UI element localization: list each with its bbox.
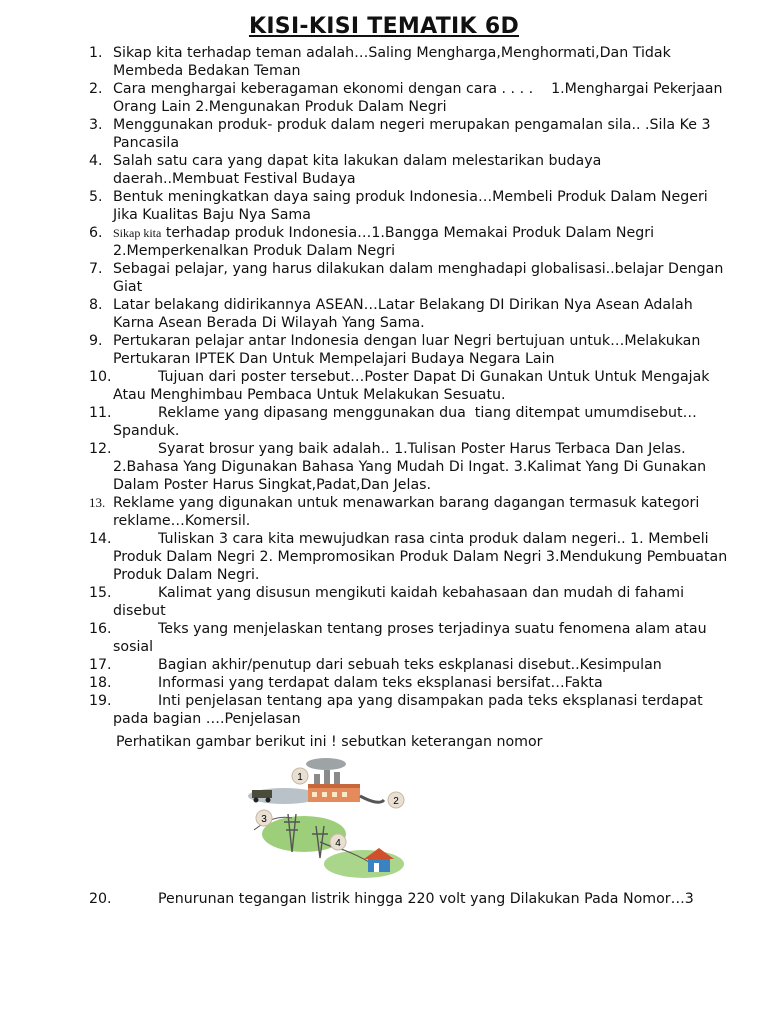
list-item bbox=[89, 332, 729, 368]
list-item bbox=[89, 224, 729, 260]
item-text: Cara menghargai keberagaman ekonomi dengan cara . . . . 1.Menghargai Pekerjaan Orang Lain 2.Mengunakan Produk Dalam Negri bbox=[113, 81, 727, 115]
figure-instruction: Perhatikan gambar berikut ini ! sebutkan keterangan nomor bbox=[116, 734, 543, 750]
item-number: 19. bbox=[89, 693, 112, 709]
list-item bbox=[89, 494, 729, 530]
item-number: 18. bbox=[89, 675, 112, 691]
list-item bbox=[89, 116, 729, 152]
list-item bbox=[89, 584, 729, 620]
item-number: 9. bbox=[89, 333, 103, 349]
list-item bbox=[89, 674, 729, 692]
list-item bbox=[89, 152, 729, 188]
item-text-small: Sikap kita bbox=[113, 226, 162, 240]
item-number: 15. bbox=[89, 585, 112, 601]
item-text: Salah satu cara yang dapat kita lakukan dalam melestarikan budaya daerah..Membuat Festival Budaya bbox=[113, 153, 602, 187]
item-number: 2. bbox=[89, 81, 103, 97]
item-text: Tujuan dari poster tersebut…Poster Dapat Di Gunakan Untuk Untuk Mengajak Atau Menghimbau Pembaca Untuk Melakukan Sesuatu. bbox=[113, 369, 710, 403]
item-number: 12. bbox=[89, 441, 112, 457]
item-text: Tuliskan 3 cara kita mewujudkan rasa cinta produk dalam negeri.. 1. Membeli Produk Dalam Negri 2. Mempromosikan Produk Dalam Negri 3.Mendukung Pembuatan Produk Dalam Negri. bbox=[113, 531, 728, 583]
list-item bbox=[89, 404, 729, 440]
list-item bbox=[89, 692, 729, 728]
item-number: 20. bbox=[89, 891, 112, 907]
list-item bbox=[89, 80, 729, 116]
item-text: Reklame yang digunakan untuk menawarkan barang dagangan termasuk kategori reklame…Komersil. bbox=[113, 495, 700, 529]
item-number: 11. bbox=[89, 405, 112, 421]
label-2 bbox=[388, 792, 404, 808]
list-item bbox=[89, 440, 729, 494]
item-number: 1. bbox=[89, 45, 103, 61]
document-title: KISI-KISI TEMATIK 6D bbox=[248, 14, 520, 39]
item-number: 4. bbox=[89, 153, 103, 169]
item-text: Sebagai pelajar, yang harus dilakukan dalam menghadapi globalisasi..belajar Dengan Giat bbox=[113, 261, 724, 295]
item-text: Bentuk meningkatkan daya saing produk Indonesia…Membeli Produk Dalam Negeri Jika Kualitas Baju Nya Sama bbox=[113, 189, 708, 223]
label-3 bbox=[256, 810, 272, 826]
item-number: 5. bbox=[89, 189, 103, 205]
list-item bbox=[89, 530, 729, 584]
coal-cart bbox=[252, 790, 272, 798]
list-item bbox=[89, 656, 729, 674]
item-text: Latar belakang didirikannya ASEAN…Latar Belakang DI Dirikan Nya Asean Adalah Karna Asean Berada Di Wilayah Yang Sama. bbox=[113, 297, 693, 331]
item-text: Menggunakan produk- produk dalam negeri merupakan pengamalan sila.. .Sila Ke 3 Pancasila bbox=[113, 117, 711, 151]
item-text: terhadap produk Indonesia…1.Bangga Memakai Produk Dalam Negri 2.Memperkenalkan Produk Dalam Negri bbox=[113, 225, 655, 259]
item-text: Pertukaran pelajar antar Indonesia dengan luar Negri bertujuan untuk…Melakukan Pertukaran IPTEK Dan Untuk Mempelajari Budaya Negara Lain bbox=[113, 333, 701, 367]
item-number: 16. bbox=[89, 621, 112, 637]
svg-text:4: 4 bbox=[335, 838, 341, 849]
item-number: 6. bbox=[89, 225, 103, 241]
item-text: Informasi yang terdapat dalam teks eksplanasi bersifat…Fakta bbox=[158, 675, 603, 691]
list-item bbox=[89, 368, 729, 404]
item-number: 8. bbox=[89, 297, 103, 313]
list-item bbox=[89, 44, 729, 80]
question-list bbox=[89, 44, 729, 728]
list-item bbox=[89, 890, 729, 908]
list-item bbox=[89, 260, 729, 296]
item-text: Syarat brosur yang baik adalah.. 1.Tulisan Poster Harus Terbaca Dan Jelas. 2.Bahasa Yang Digunakan Bahasa Yang Mudah Di Ingat. 3.Kalimat Yang Di Gunakan Dalam Poster Harus Singkat,Padat,Dan Jelas. bbox=[113, 441, 707, 493]
item-number: 7. bbox=[89, 261, 103, 277]
svg-text:1: 1 bbox=[297, 772, 303, 783]
power-plant bbox=[306, 758, 360, 802]
item-text: Kalimat yang disusun mengikuti kaidah kebahasaan dan mudah di fahami disebut bbox=[113, 585, 685, 619]
item-text: Penurunan tegangan listrik hingga 220 volt yang Dilakukan Pada Nomor…3 bbox=[158, 891, 694, 907]
item-text: Sikap kita terhadap teman adalah…Saling Mengharga,Menghormati,Dan Tidak Membeda Bedakan Teman bbox=[113, 45, 671, 79]
label-4 bbox=[330, 834, 346, 850]
item-text: Teks yang menjelaskan tentang proses terjadinya suatu fenomena alam atau sosial bbox=[113, 621, 707, 655]
list-item bbox=[89, 296, 729, 332]
power-distribution-figure bbox=[244, 756, 424, 888]
item-text: Inti penjelasan tentang apa yang disampakan pada teks eksplanasi terdapat pada bagian ….Penjelasan bbox=[113, 693, 703, 727]
item-text: Bagian akhir/penutup dari sebuah teks eskplanasi disebut..Kesimpulan bbox=[158, 657, 662, 673]
item-number: 3. bbox=[89, 117, 103, 133]
svg-text:2: 2 bbox=[393, 796, 399, 807]
svg-text:3: 3 bbox=[261, 814, 267, 825]
list-item bbox=[89, 620, 729, 656]
item-number: 10. bbox=[89, 369, 112, 385]
grass-patch bbox=[324, 850, 404, 878]
list-item bbox=[89, 188, 729, 224]
item-text: Reklame yang dipasang menggunakan dua tiang ditempat umumdisebut…Spanduk. bbox=[113, 405, 697, 439]
item-number: 17. bbox=[89, 657, 112, 673]
item-number: 14. bbox=[89, 531, 112, 547]
label-1 bbox=[292, 768, 308, 784]
item-number: 13. bbox=[89, 495, 106, 510]
